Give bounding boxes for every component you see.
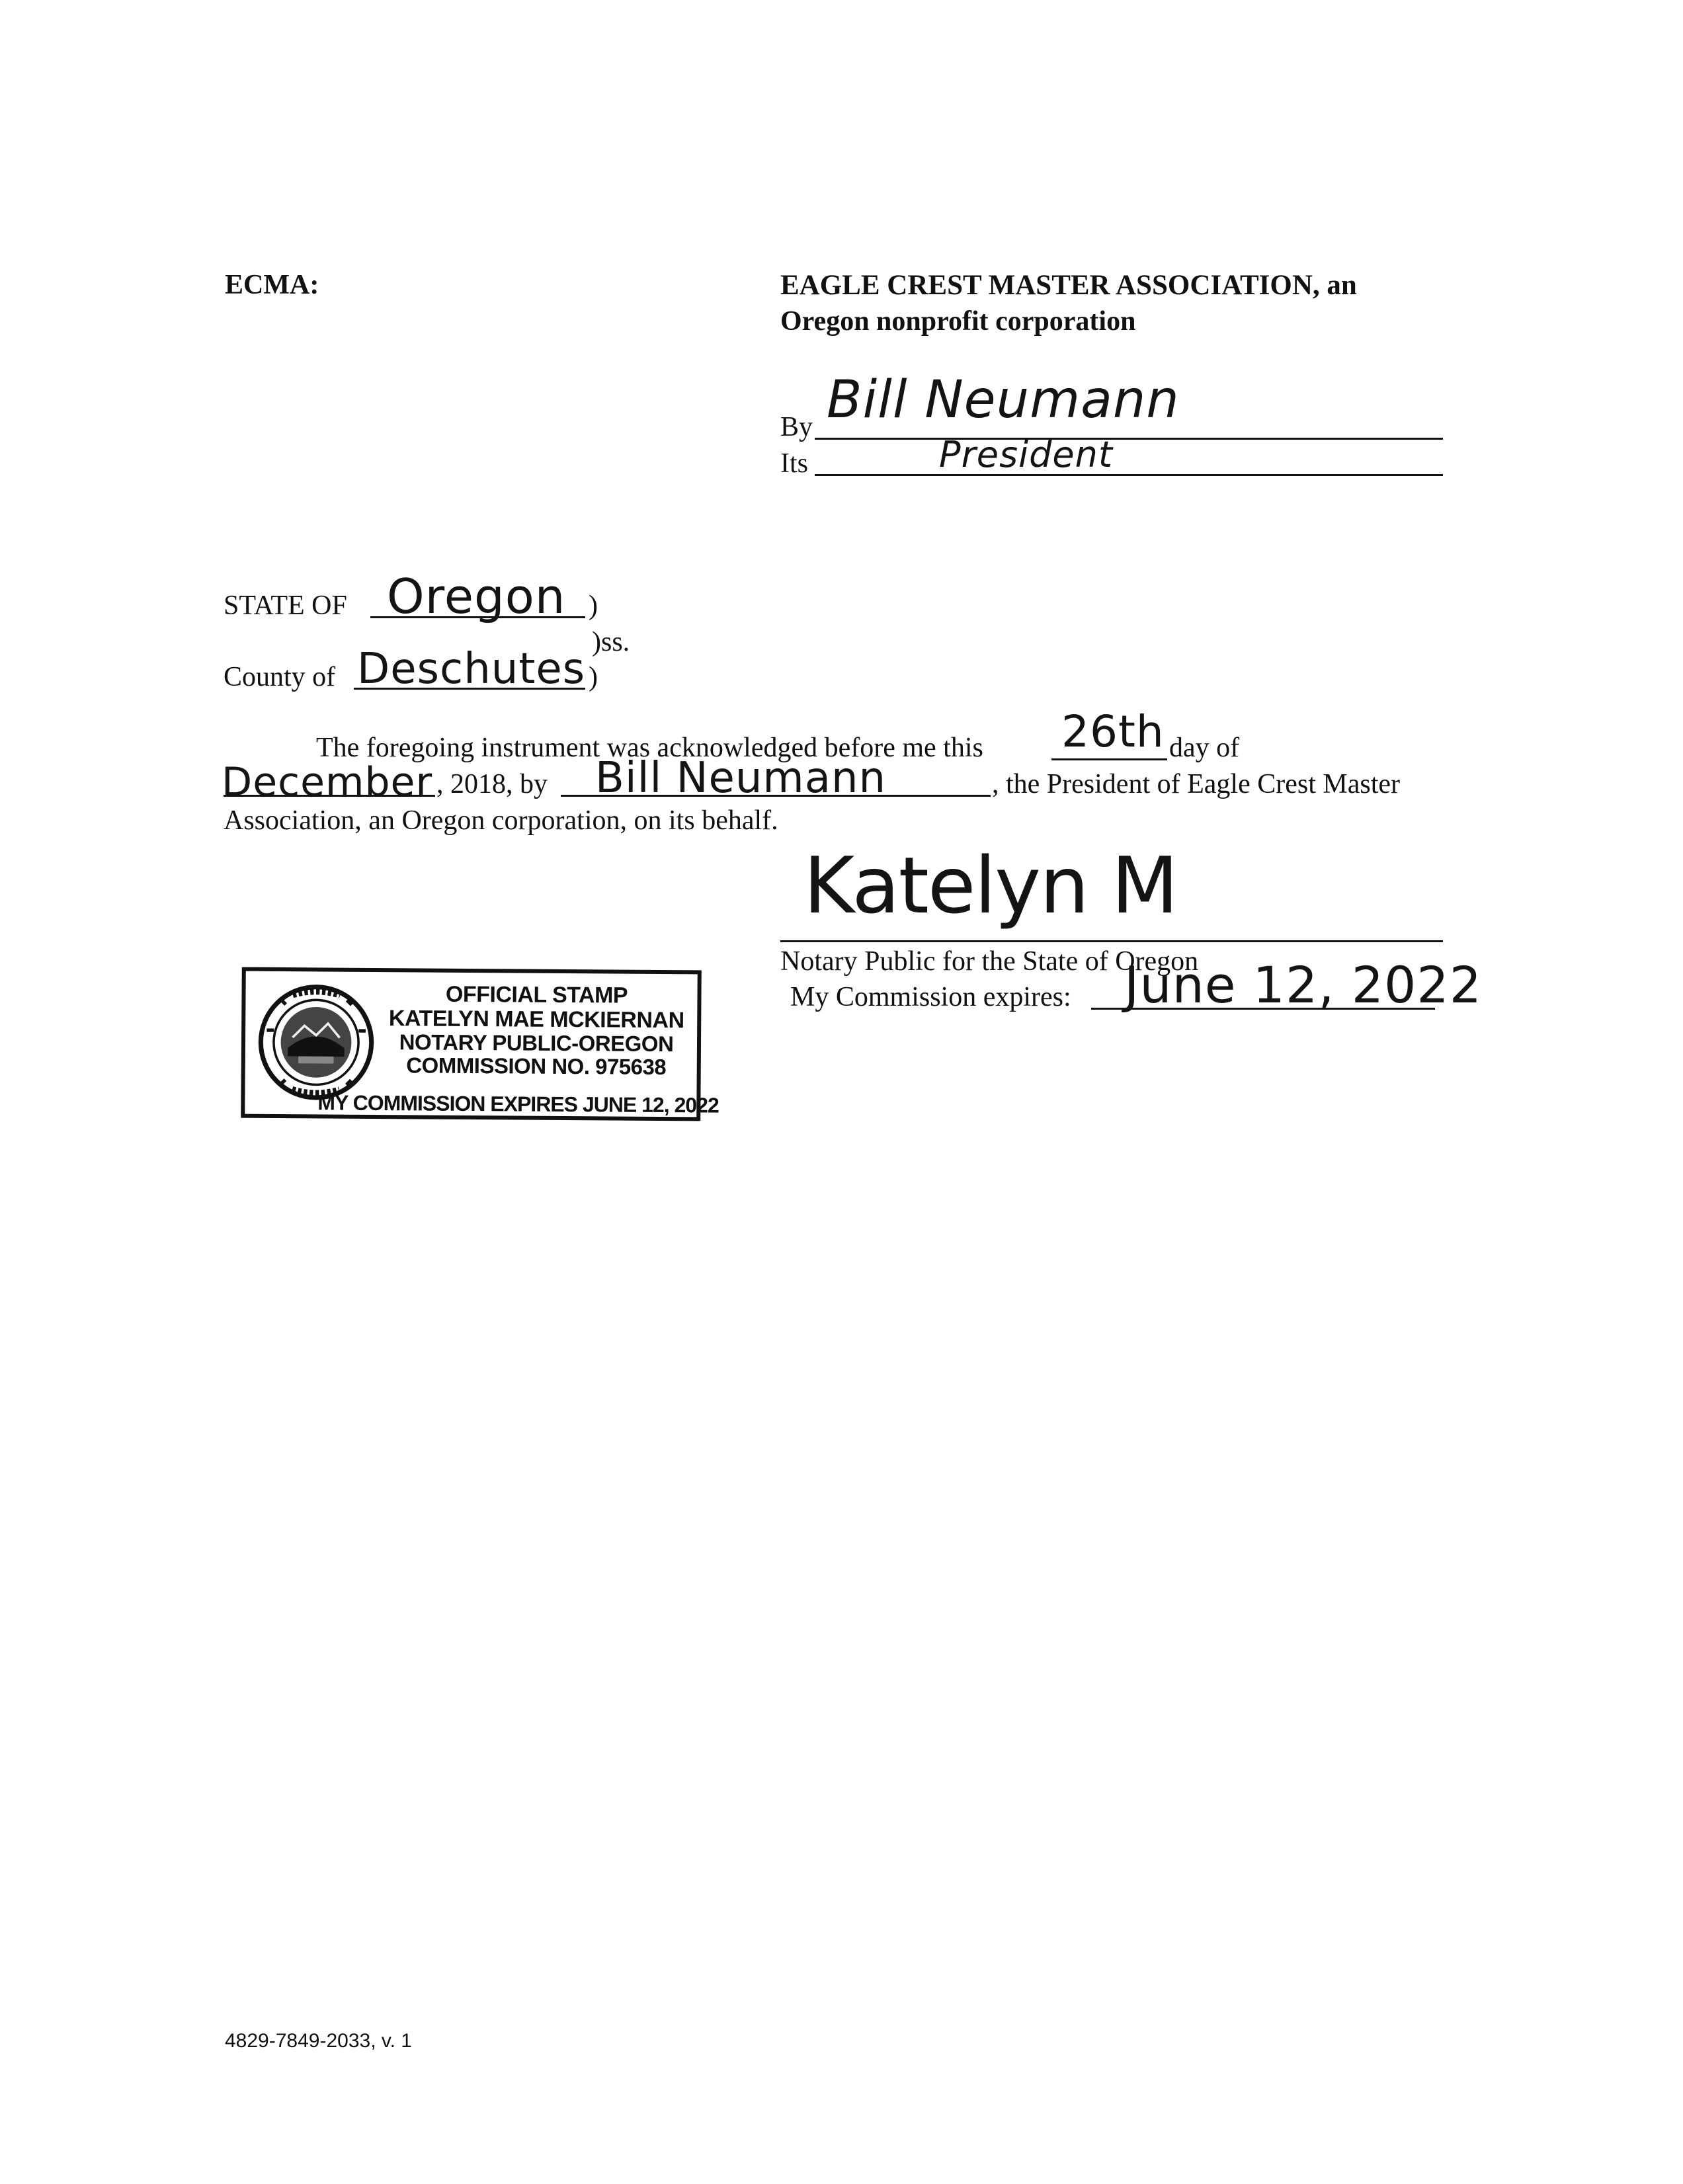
year-text: , 2018, by — [436, 769, 548, 799]
its-value: President — [939, 434, 1114, 475]
state-paren: ) — [589, 590, 598, 621]
ss-label: )ss. — [592, 627, 630, 657]
state-seal-icon — [257, 983, 375, 1102]
ack-line1-text: The foregoing instrument was acknowledged before me this — [316, 733, 983, 763]
official-stamp — [241, 967, 719, 1121]
commission-expires-value: June 12, 2022 — [1124, 955, 1483, 1014]
party-label: ECMA: — [225, 270, 319, 300]
document-id: 4829-7849-2033, v. 1 — [225, 2030, 412, 2052]
day-value: 26th — [1061, 706, 1165, 757]
role-text: , the President of Eagle Crest Master — [992, 769, 1400, 799]
stamp-commission-expires: MY COMMISSION EXPIRES JUNE 12, 2022 — [317, 1090, 719, 1117]
month-line — [224, 795, 435, 797]
entity-name-line2: Oregon nonprofit corporation — [780, 306, 1136, 337]
ack-line3-text: Association, an Oregon corporation, on its behalf. — [224, 805, 778, 836]
stamp-commission-number: COMMISSION NO. 975638 — [406, 1053, 667, 1080]
state-label: STATE OF — [224, 590, 347, 621]
county-paren: ) — [589, 662, 598, 692]
name-value: Bill Neumann — [595, 754, 887, 803]
notary-signature: Katelyn M — [803, 840, 1178, 931]
notary-public-label: Notary Public for the State of Oregon — [780, 946, 1199, 977]
county-label: County of — [224, 662, 336, 692]
by-signature: Bill Neumann — [827, 370, 1180, 430]
stamp-notary-name: KATELYN MAE MCKIERNAN — [388, 1006, 684, 1033]
its-label: Its — [780, 448, 808, 479]
month-value: December — [222, 759, 433, 805]
entity-name-line1: EAGLE CREST MASTER ASSOCIATION, an — [780, 270, 1357, 301]
stamp-title: OFFICIAL STAMP — [445, 981, 628, 1008]
day-of-label: day of — [1169, 733, 1240, 763]
commission-expires-label: My Commission expires: — [790, 982, 1071, 1012]
by-label: By — [780, 412, 813, 442]
stamp-notary-public: NOTARY PUBLIC-OREGON — [399, 1030, 674, 1057]
notary-signature-line — [780, 940, 1443, 942]
day-line — [1051, 758, 1167, 760]
state-value: Oregon — [387, 569, 566, 624]
by-signature-line — [815, 438, 1443, 440]
county-value: Deschutes — [357, 645, 586, 694]
its-line — [815, 474, 1443, 476]
